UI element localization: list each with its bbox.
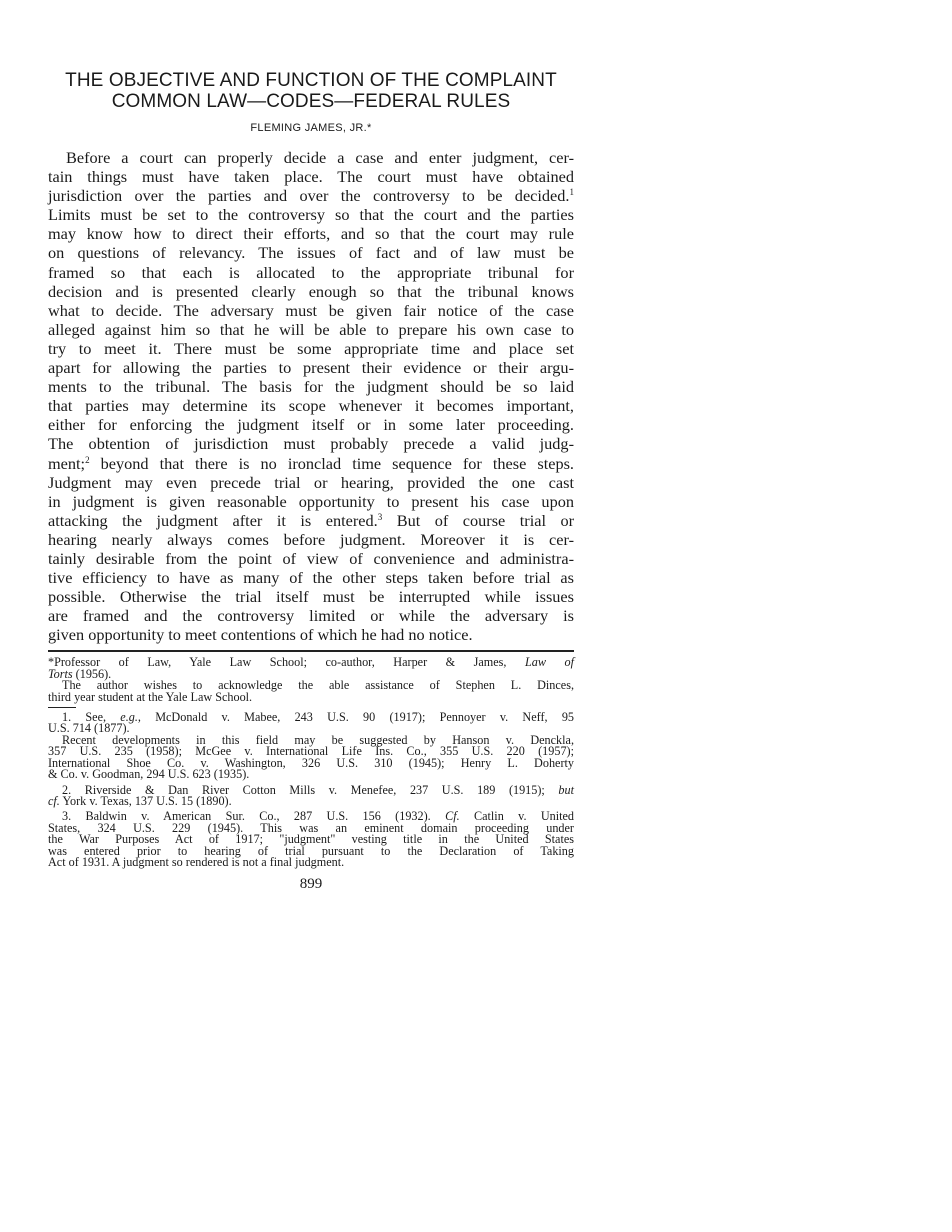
footnote-line: & Co. v. Goodman, 294 U.S. 623 (1935). <box>48 767 250 782</box>
article-page <box>48 70 574 893</box>
body-line: on questions of relevancy. The issues of fact and of law must be <box>48 243 574 263</box>
title-line-1: THE OBJECTIVE AND FUNCTION OF THE COMPLAINT <box>65 70 557 91</box>
footnote-3 <box>48 811 574 868</box>
body-line: apart for allowing the parties to present their evidence or their argu- <box>48 358 574 378</box>
footnote-line: 3. Baldwin v. American Sur. Co., 287 U.S. 156 (1932). Cf. Catlin v. United <box>62 809 575 824</box>
footnote-line: Recent developments in this field may be suggested by Hanson v. Denckla, <box>62 732 574 747</box>
title-line-2: COMMON LAW—CODES—FEDERAL RULES <box>111 91 511 112</box>
author-byline: FLEMING JAMES, JR.* <box>250 122 372 134</box>
body-line: jurisdiction over the parties and over the controversy to be decided.$^1$ <box>48 186 574 206</box>
footnote-ref-1[interactable]: 1 <box>569 187 574 198</box>
footnote-line: U.S. 714 (1877). <box>48 721 130 736</box>
article-title <box>48 70 574 112</box>
body-line: Judgment may even precede trial or hearing, provided the one cast <box>48 472 574 492</box>
body-line: Before a court can properly decide a case and enter judgment, cer- <box>66 148 574 167</box>
body-line: decision and is presented clearly enough so that the tribunal knows <box>48 281 574 301</box>
body-line: framed so that each is allocated to the appropriate tribunal for <box>48 262 574 282</box>
body-line: in judgment is given reasonable opportunity to present his case upon <box>48 491 574 511</box>
footnote-line: the War Purposes Act of 1917; "judgment" vesting title in the United States <box>48 832 574 847</box>
footnote-line: 2. Riverside & Dan River Cotton Mills v. Menefee, 237 U.S. 189 (1915); but <box>62 782 574 797</box>
body-line: given opportunity to meet contentions of which he had no notice. <box>48 625 473 645</box>
footnote-divider <box>48 707 76 708</box>
body-line: tain things must have taken place. The court must have obtained <box>48 167 574 187</box>
footnote-line: third year student at the Yale Law School. <box>48 689 253 704</box>
footnote-line: cf. York v. Texas, 137 U.S. 15 (1890). <box>48 793 232 808</box>
footnote-1 <box>48 712 574 780</box>
body-line: what to decide. The adversary must be given fair notice of the case <box>48 300 574 320</box>
body-paragraph <box>48 148 574 644</box>
body-line: are framed and the controversy limited or while the adversary is <box>48 606 574 626</box>
body-line: Limits must be set to the controversy so that the court and the parties <box>48 205 574 225</box>
author-footnote <box>48 657 574 703</box>
footnote-line: International Shoe Co. v. Washington, 326 U.S. 310 (1945); Henry L. Doherty <box>48 755 574 770</box>
page-number: 899 <box>299 876 323 893</box>
footnote-line: 357 U.S. 235 (1958); McGee v. International Life Ins. Co., 355 U.S. 220 (1957); <box>48 744 574 759</box>
body-line: tive efficiency to have as many of the other steps taken before trial as <box>48 568 574 588</box>
body-line: possible. Otherwise the trial itself must be interrupted while issues <box>48 587 574 607</box>
body-line: may know how to direct their efforts, and so that the court may rule <box>48 224 574 244</box>
footnote-line: was entered prior to hearing of trial pursuant to the Declaration of Taking <box>48 843 574 858</box>
footnote-line: Act of 1931. A judgment so rendered is not a final judgment. <box>48 854 345 869</box>
footnote-ref-3[interactable]: 3 <box>377 511 383 522</box>
footnote-line: The author wishes to acknowledge the able assistance of Stephen L. Dinces, <box>62 678 574 693</box>
body-line: attacking the judgment after it is entered.$^3$ But of course trial or <box>48 510 575 530</box>
footnote-2 <box>48 782 574 808</box>
body-line: that parties may determine its scope whenever it becomes important, <box>48 396 574 416</box>
body-line: ments to the tribunal. The basis for the judgment should be so laid <box>48 377 574 397</box>
body-line: The obtention of jurisdiction must probably precede a valid judg- <box>48 434 574 454</box>
footnote-line: 1. See, e.g., McDonald v. Mabee, 243 U.S. 90 (1917); Pennoyer v. Neff, 95 <box>62 710 575 725</box>
footnote-ref-2[interactable]: 2 <box>85 454 90 465</box>
body-line: alleged against him so that he will be able to prepare his own case to <box>48 319 574 339</box>
body-line: try to meet it. There must be some appropriate time and place set <box>48 338 574 358</box>
body-line: hearing nearly always comes before judgment. Moreover it is cer- <box>48 529 574 549</box>
footnotes-section <box>48 650 574 868</box>
body-line: ment;$^2$ beyond that there is no ironclad time sequence for these steps. <box>48 453 574 473</box>
footnote-line: States, 324 U.S. 229 (1945). This was an eminent domain proceeding under <box>48 820 574 835</box>
body-line: tainly desirable from the point of view of convenience and administra- <box>48 548 574 568</box>
body-line: either for enforcing the judgment itself or in some later proceeding. <box>48 415 574 435</box>
footnote-line: Torts (1956). <box>48 666 112 681</box>
footnote-line: *Professor of Law, Yale Law School; co-author, Harper & James, Law of <box>48 655 575 670</box>
